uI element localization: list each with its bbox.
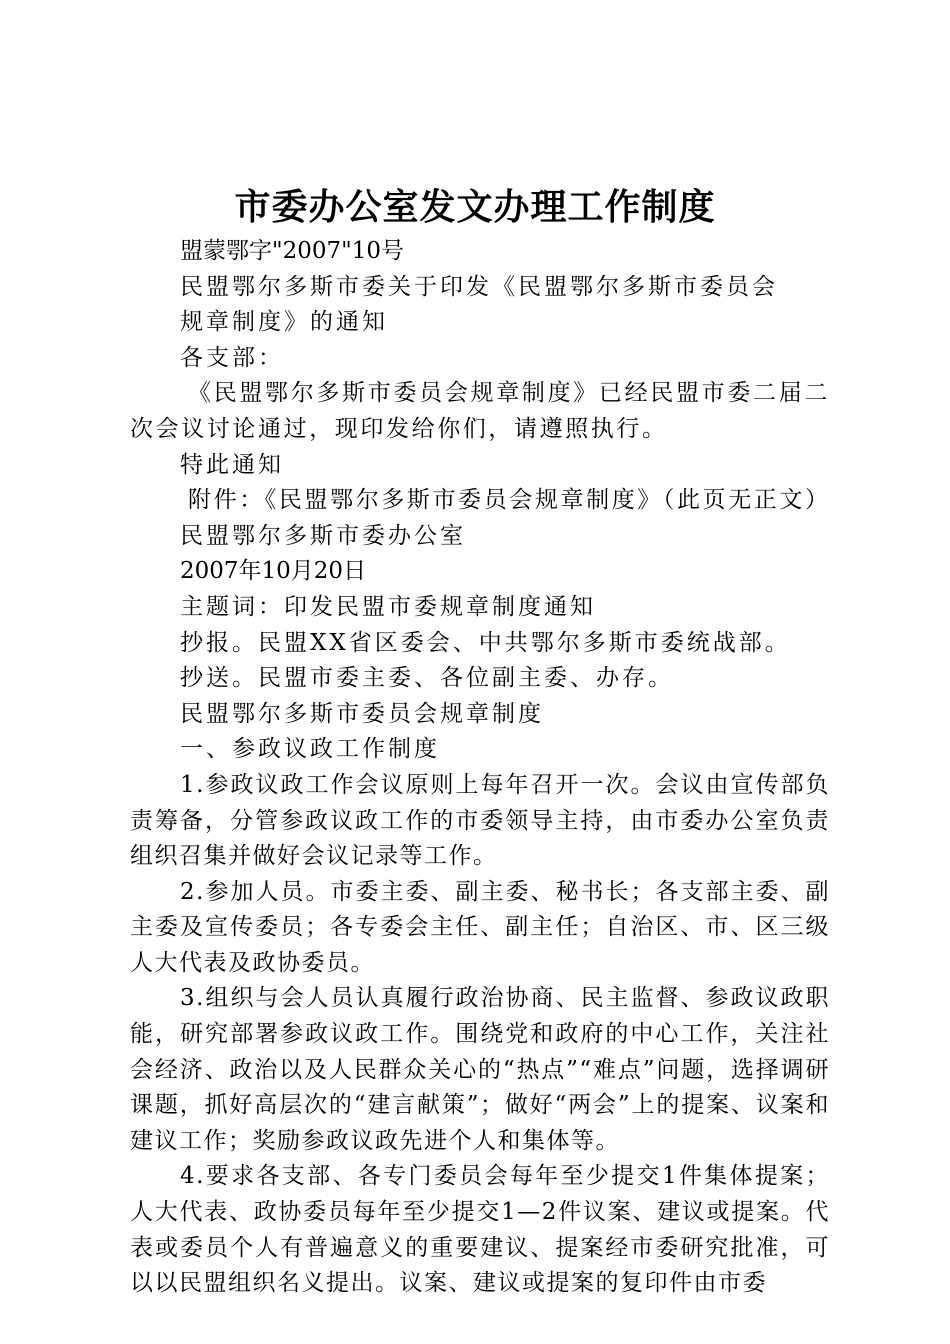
special-notice: 特此通知 bbox=[180, 451, 284, 478]
rule-item-2: 2.参加人员。市委主委、副主委、秘书长；各支部主委、副主委及宣传委员；各专委会主任、副主任；自治区、市、区三级人大代表及政协委员。 bbox=[130, 878, 830, 976]
notice-title-line-2: 规章制度》的通知 bbox=[180, 309, 388, 336]
report-to: 抄报。民盟XX省区委会、中共鄂尔多斯市委统战部。 bbox=[180, 629, 791, 656]
keywords: 主题词：印发民盟市委规章制度通知 bbox=[180, 593, 596, 620]
notice-title-line-1: 民盟鄂尔多斯市委关于印发《民盟鄂尔多斯市委员会 bbox=[180, 273, 778, 300]
rule-item-1: 1.参政议政工作会议原则上每年召开一次。会议由宣传部负责筹备，分管参政议政工作的市委领导主持，由市委办公室负责组织召集并做好会议记录等工作。 bbox=[130, 771, 830, 870]
section-heading-1: 一、参政议政工作制度 bbox=[180, 736, 440, 763]
copy-to: 抄送。民盟市委主委、各位副主委、办存。 bbox=[180, 665, 674, 692]
issue-date: 2007年10月20日 bbox=[180, 558, 367, 585]
rules-title: 民盟鄂尔多斯市委员会规章制度 bbox=[180, 700, 544, 727]
document-body bbox=[130, 234, 830, 1302]
rule-item-3: 3.组织与会人员认真履行政治协商、民主监督、参政议政职能，研究部署参政议政工作。围绕党和政府的中心工作，关注社会经济、政治以及人民群众关心的“热点”“难点”问题，选择调研课题，抓好高层次的“建言献策”；做好“两会”上的提案、议案和建议工作；奖励参政议政先进个人和集体等。 bbox=[130, 985, 830, 1154]
rule-item-4: 4.要求各支部、各专门委员会每年至少提交1件集体提案；人大代表、政协委员每年至少提交1—2件议案、建议或提案。代表或委员个人有普遍意义的重要建议、提案经市委研究批准，可以以民盟组织名义提出。议案、建议或提案的复印件由市委 bbox=[130, 1163, 830, 1297]
attachment-line: 附件：《民盟鄂尔多斯市委员会规章制度》（此页无正文） bbox=[188, 487, 831, 514]
issuer: 民盟鄂尔多斯市委办公室 bbox=[180, 522, 466, 549]
notice-body: 《民盟鄂尔多斯市委员会规章制度》已经民盟市委二届二次会议讨论通过，现印发给你们，请遵照执行。 bbox=[130, 380, 830, 442]
document-title: 市委办公室发文办理工作制度 bbox=[234, 186, 716, 228]
doc-number: 盟蒙鄂字"2007"10号 bbox=[180, 238, 404, 264]
salutation: 各支部： bbox=[180, 344, 284, 371]
